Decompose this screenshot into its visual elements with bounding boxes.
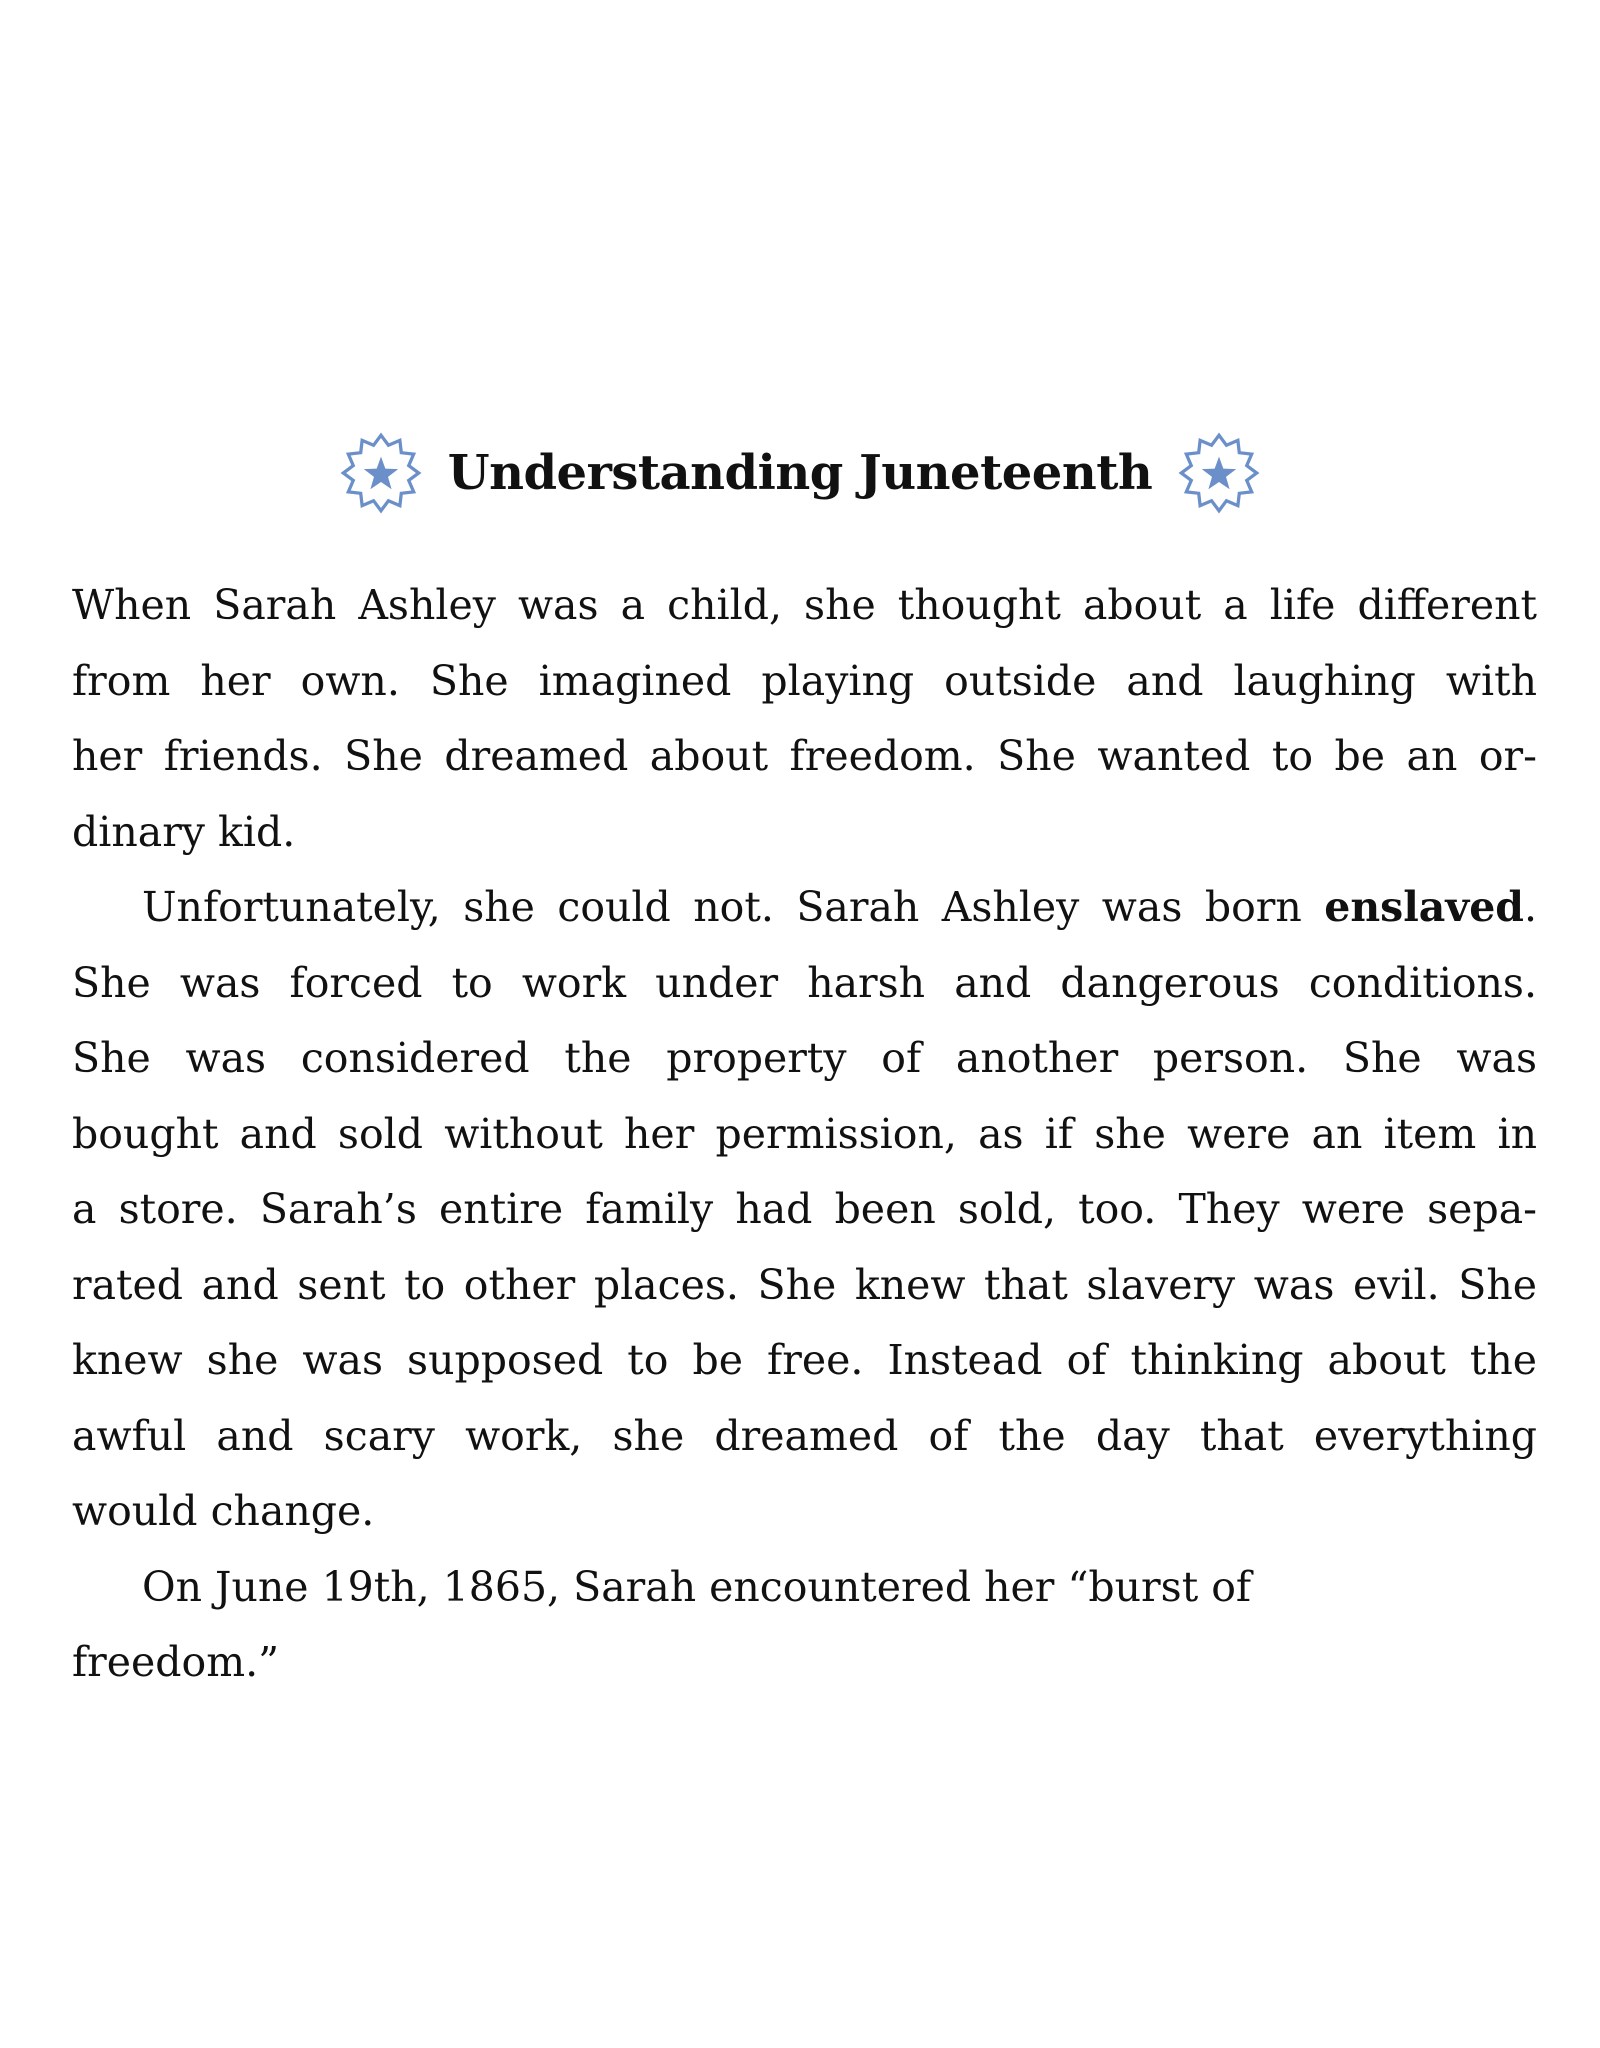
- star-burst-icon: [340, 432, 422, 514]
- text-line: She was forced to work under harsh and dangerous conditions.: [72, 958, 1537, 1007]
- text-line: from her own. She imagined playing outside and laughing with: [72, 656, 1537, 705]
- text-line: a store. Sarah’s entire family had been sold, too. They were sepa-: [72, 1185, 1537, 1233]
- text-line: knew she was supposed to be free. Instead of thinking about the: [72, 1336, 1537, 1384]
- text-line: freedom.”: [72, 1638, 280, 1686]
- text-run: On June 19th, 1865, Sarah encountered her “burst of: [142, 1562, 1252, 1611]
- text-line: awful and scary work, she dreamed of the day that everything: [72, 1411, 1537, 1460]
- text-line: When Sarah Ashley was a child, she thought about a life different: [72, 581, 1537, 629]
- text-line: rated and sent to other places. She knew that slavery was evil. She: [72, 1260, 1537, 1309]
- text-run: .: [1523, 883, 1537, 931]
- text-line: her friends. She dreamed about freedom. She wanted to be an or-: [72, 732, 1537, 780]
- text-line: She was considered the property of another person. She was: [72, 1034, 1537, 1082]
- bold-term: enslaved: [1324, 883, 1524, 931]
- text-line: [72, 1550, 1537, 1626]
- text-line: would change.: [72, 1487, 375, 1535]
- chapter-title: Understanding Juneteenth: [447, 444, 1153, 501]
- text-line: bought and sold without her permission, as if she were an item in: [72, 1109, 1537, 1158]
- body-text: [72, 568, 1537, 1701]
- text-line: [72, 870, 1537, 946]
- text-line: dinary kid.: [72, 807, 296, 856]
- star-burst-icon: [1178, 432, 1260, 514]
- chapter-heading: [0, 425, 1600, 520]
- text-run: Unfortunately, she could not. Sarah Ashley was born: [142, 883, 1325, 931]
